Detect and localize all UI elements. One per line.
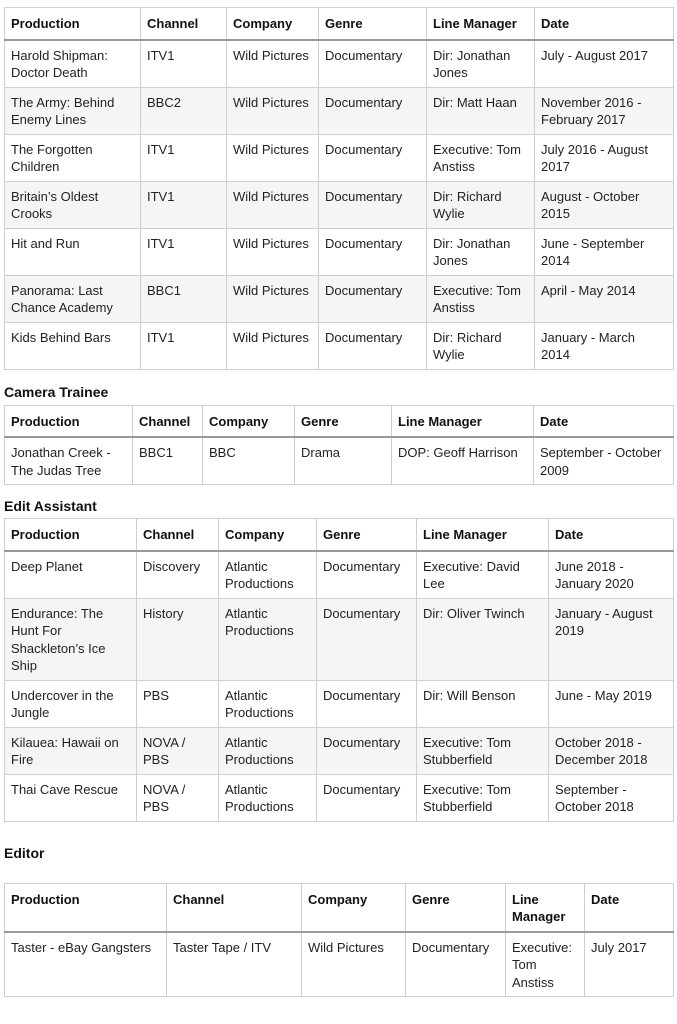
cell-company: Atlantic Productions	[219, 551, 317, 599]
cell-production: Kilauea: Hawaii on Fire	[5, 727, 137, 774]
cell-company: Atlantic Productions	[219, 598, 317, 680]
cell-line-manager: Executive: Tom Stubberfield	[417, 727, 549, 774]
cell-production: Jonathan Creek - The Judas Tree	[5, 437, 133, 485]
column-header-genre: Genre	[317, 519, 417, 551]
cell-channel: BBC2	[141, 87, 227, 134]
section-title-edit-assistant: Edit Assistant	[4, 498, 97, 514]
cell-company: Atlantic Productions	[219, 727, 317, 774]
cell-genre: Documentary	[319, 228, 427, 275]
table-row	[5, 774, 674, 821]
column-header-genre: Genre	[406, 883, 506, 932]
table-row	[5, 322, 674, 369]
cell-channel: ITV1	[141, 134, 227, 181]
cell-line-manager: DOP: Geoff Harrison	[392, 437, 534, 485]
cell-channel: Taster Tape / ITV	[167, 932, 302, 997]
credits-table-director	[4, 7, 674, 370]
table-row	[5, 932, 674, 997]
cell-company: Wild Pictures	[227, 322, 319, 369]
cell-company: Wild Pictures	[302, 932, 406, 997]
cell-line-manager: Executive: Tom Anstiss	[427, 134, 535, 181]
column-header-production: Production	[5, 519, 137, 551]
section-title-camera-trainee: Camera Trainee	[4, 383, 109, 400]
cell-genre: Documentary	[317, 774, 417, 821]
cell-date: September - October 2018	[549, 774, 674, 821]
column-header-line-manager: Line Manager	[417, 519, 549, 551]
cell-production: Thai Cave Rescue	[5, 774, 137, 821]
cell-production: Endurance: The Hunt For Shackleton’s Ice Ship	[5, 598, 137, 680]
cell-date: June - May 2019	[549, 680, 674, 727]
table-row	[5, 598, 674, 680]
column-header-line-manager: Line Manager	[392, 405, 534, 437]
cell-channel: BBC1	[133, 437, 203, 485]
column-header-date: Date	[549, 519, 674, 551]
cell-genre: Documentary	[319, 275, 427, 322]
cell-date: June - September 2014	[535, 228, 674, 275]
table-row	[5, 680, 674, 727]
table-row	[5, 40, 674, 88]
cell-company: Wild Pictures	[227, 228, 319, 275]
cell-line-manager: Dir: Richard Wylie	[427, 322, 535, 369]
cell-company: Wild Pictures	[227, 87, 319, 134]
cell-production: The Forgotten Children	[5, 134, 141, 181]
table-row	[5, 437, 674, 485]
cell-genre: Documentary	[406, 932, 506, 997]
cell-company: Wild Pictures	[227, 40, 319, 88]
column-header-company: Company	[227, 8, 319, 40]
column-header-genre: Genre	[319, 8, 427, 40]
cell-channel: ITV1	[141, 40, 227, 88]
column-header-line-manager: Line Manager	[506, 883, 585, 932]
cell-genre: Drama	[295, 437, 392, 485]
column-header-date: Date	[534, 405, 674, 437]
column-header-production: Production	[5, 8, 141, 40]
cell-channel: Discovery	[137, 551, 219, 599]
cell-channel: NOVA / PBS	[137, 774, 219, 821]
credits-page	[4, 7, 673, 997]
column-header-channel: Channel	[141, 8, 227, 40]
cell-company: Atlantic Productions	[219, 774, 317, 821]
cell-date: July 2017	[585, 932, 674, 997]
cell-genre: Documentary	[319, 322, 427, 369]
table-row	[5, 181, 674, 228]
column-header-date: Date	[585, 883, 674, 932]
cell-genre: Documentary	[317, 727, 417, 774]
cell-date: October 2018 - December 2018	[549, 727, 674, 774]
cell-production: Harold Shipman: Doctor Death	[5, 40, 141, 88]
cell-channel: ITV1	[141, 181, 227, 228]
cell-line-manager: Executive: Tom Anstiss	[427, 275, 535, 322]
column-header-company: Company	[302, 883, 406, 932]
cell-genre: Documentary	[319, 181, 427, 228]
cell-production: Deep Planet	[5, 551, 137, 599]
cell-line-manager: Executive: Tom Anstiss	[506, 932, 585, 997]
cell-date: January - August 2019	[549, 598, 674, 680]
cell-date: August - October 2015	[535, 181, 674, 228]
cell-date: September - October 2009	[534, 437, 674, 485]
cell-production: Undercover in the Jungle	[5, 680, 137, 727]
cell-date: April - May 2014	[535, 275, 674, 322]
cell-channel: ITV1	[141, 228, 227, 275]
cell-genre: Documentary	[319, 87, 427, 134]
cell-line-manager: Dir: Will Benson	[417, 680, 549, 727]
table-header-row	[5, 405, 674, 437]
cell-line-manager: Executive: David Lee	[417, 551, 549, 599]
cell-channel: History	[137, 598, 219, 680]
cell-genre: Documentary	[317, 551, 417, 599]
cell-genre: Documentary	[319, 134, 427, 181]
cell-production: Panorama: Last Chance Academy	[5, 275, 141, 322]
table-row	[5, 87, 674, 134]
cell-production: Britain’s Oldest Crooks	[5, 181, 141, 228]
column-header-channel: Channel	[137, 519, 219, 551]
cell-line-manager: Dir: Richard Wylie	[427, 181, 535, 228]
cell-line-manager: Dir: Matt Haan	[427, 87, 535, 134]
column-header-genre: Genre	[295, 405, 392, 437]
column-header-company: Company	[203, 405, 295, 437]
column-header-production: Production	[5, 883, 167, 932]
cell-date: June 2018 - January 2020	[549, 551, 674, 599]
cell-line-manager: Dir: Oliver Twinch	[417, 598, 549, 680]
cell-company: Wild Pictures	[227, 275, 319, 322]
credits-table-camera-trainee	[4, 405, 674, 486]
table-row	[5, 134, 674, 181]
credits-table-edit-assistant	[4, 518, 674, 822]
cell-production: The Army: Behind Enemy Lines	[5, 87, 141, 134]
table-row	[5, 727, 674, 774]
cell-company: Wild Pictures	[227, 181, 319, 228]
table-header-row	[5, 883, 674, 932]
table-row	[5, 228, 674, 275]
cell-genre: Documentary	[317, 680, 417, 727]
column-header-date: Date	[535, 8, 674, 40]
column-header-line-manager: Line Manager	[427, 8, 535, 40]
cell-channel: PBS	[137, 680, 219, 727]
cell-date: July 2016 - August 2017	[535, 134, 674, 181]
column-header-production: Production	[5, 405, 133, 437]
cell-date: November 2016 - February 2017	[535, 87, 674, 134]
table-row	[5, 275, 674, 322]
cell-date: January - March 2014	[535, 322, 674, 369]
table-header-row	[5, 519, 674, 551]
section-title-editor: Editor	[4, 844, 45, 861]
cell-channel: ITV1	[141, 322, 227, 369]
credits-table-editor	[4, 883, 674, 998]
cell-line-manager: Dir: Jonathan Jones	[427, 40, 535, 88]
cell-company: Wild Pictures	[227, 134, 319, 181]
cell-production: Hit and Run	[5, 228, 141, 275]
cell-line-manager: Dir: Jonathan Jones	[427, 228, 535, 275]
cell-channel: NOVA / PBS	[137, 727, 219, 774]
cell-genre: Documentary	[319, 40, 427, 88]
cell-company: BBC	[203, 437, 295, 485]
table-header-row	[5, 8, 674, 40]
cell-company: Atlantic Productions	[219, 680, 317, 727]
column-header-channel: Channel	[133, 405, 203, 437]
cell-date: July - August 2017	[535, 40, 674, 88]
column-header-channel: Channel	[167, 883, 302, 932]
cell-production: Kids Behind Bars	[5, 322, 141, 369]
cell-genre: Documentary	[317, 598, 417, 680]
column-header-company: Company	[219, 519, 317, 551]
table-row	[5, 551, 674, 599]
cell-line-manager: Executive: Tom Stubberfield	[417, 774, 549, 821]
cell-production: Taster - eBay Gangsters	[5, 932, 167, 997]
cell-channel: BBC1	[141, 275, 227, 322]
